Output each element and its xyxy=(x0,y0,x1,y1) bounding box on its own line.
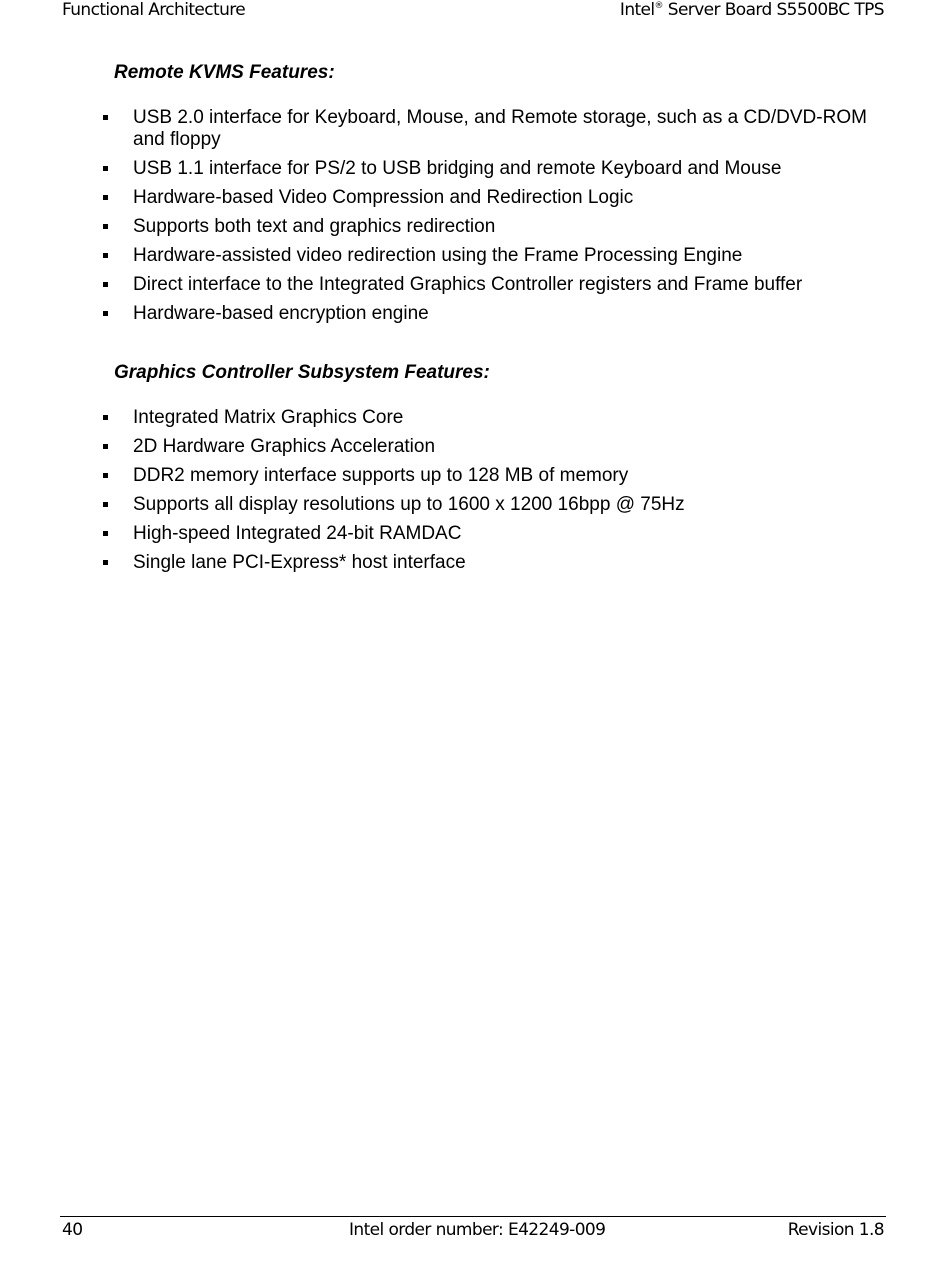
bullet-icon xyxy=(103,502,108,507)
list-item xyxy=(100,274,890,296)
bullet-icon xyxy=(103,115,108,120)
bullet-icon xyxy=(103,560,108,565)
list-item-text: Hardware-based Video Compression and Redirection Logic xyxy=(133,187,634,208)
list-item xyxy=(100,303,890,325)
list-item xyxy=(100,158,890,180)
list-item-text: Single lane PCI-Express* host interface xyxy=(133,552,466,573)
list-item xyxy=(100,407,890,429)
list-item-text: USB 2.0 interface for Keyboard, Mouse, and Remote storage, such as a CD/DVD-ROM and floppy xyxy=(133,107,867,150)
order-number: Intel order number: E42249-009 xyxy=(349,1220,606,1240)
list-item xyxy=(100,187,890,209)
bullet-icon xyxy=(103,444,108,449)
graphics-controller-feature-list xyxy=(100,407,890,581)
section-heading-remote-kvms: Remote KVMS Features: xyxy=(114,62,335,83)
list-item xyxy=(100,436,890,458)
bullet-icon xyxy=(103,473,108,478)
list-item-text: Supports all display resolutions up to 1600 x 1200 16bpp @ 75Hz xyxy=(133,494,685,515)
bullet-icon xyxy=(103,415,108,420)
page-header xyxy=(62,0,884,24)
bullet-icon xyxy=(103,253,108,258)
list-item-text: 2D Hardware Graphics Acceleration xyxy=(133,436,436,457)
remote-kvms-feature-list xyxy=(100,107,890,332)
page-number: 40 xyxy=(62,1220,83,1240)
list-item-text: Direct interface to the Integrated Graphics Controller registers and Frame buffer xyxy=(133,274,803,295)
list-item-text: Hardware-based encryption engine xyxy=(133,303,429,324)
list-item xyxy=(100,107,890,151)
bullet-icon xyxy=(103,311,108,316)
section-heading-graphics-controller: Graphics Controller Subsystem Features: xyxy=(114,362,490,383)
list-item-text: High-speed Integrated 24-bit RAMDAC xyxy=(133,523,462,544)
revision-label: Revision 1.8 xyxy=(787,1220,884,1240)
registered-mark: ® xyxy=(654,1,663,11)
list-item xyxy=(100,552,890,574)
page-footer xyxy=(62,1220,884,1244)
list-item xyxy=(100,245,890,267)
bullet-icon xyxy=(103,166,108,171)
list-item-text: USB 1.1 interface for PS/2 to USB bridging and remote Keyboard and Mouse xyxy=(133,158,782,179)
list-item xyxy=(100,523,890,545)
list-item-text: Supports both text and graphics redirection xyxy=(133,216,496,237)
list-item-text: Hardware-assisted video redirection using the Frame Processing Engine xyxy=(133,245,743,266)
footer-divider xyxy=(60,1216,886,1217)
list-item xyxy=(100,465,890,487)
list-item xyxy=(100,216,890,238)
bullet-icon xyxy=(103,224,108,229)
header-brand: Intel xyxy=(619,0,655,20)
bullet-icon xyxy=(103,282,108,287)
header-section-title: Functional Architecture xyxy=(62,0,246,20)
header-product: Server Board S5500BC TPS xyxy=(662,0,884,20)
header-document-title xyxy=(620,0,884,20)
bullet-icon xyxy=(103,195,108,200)
list-item-text: Integrated Matrix Graphics Core xyxy=(133,407,404,428)
bullet-icon xyxy=(103,531,108,536)
list-item xyxy=(100,494,890,516)
list-item-text: DDR2 memory interface supports up to 128 MB of memory xyxy=(133,465,629,486)
